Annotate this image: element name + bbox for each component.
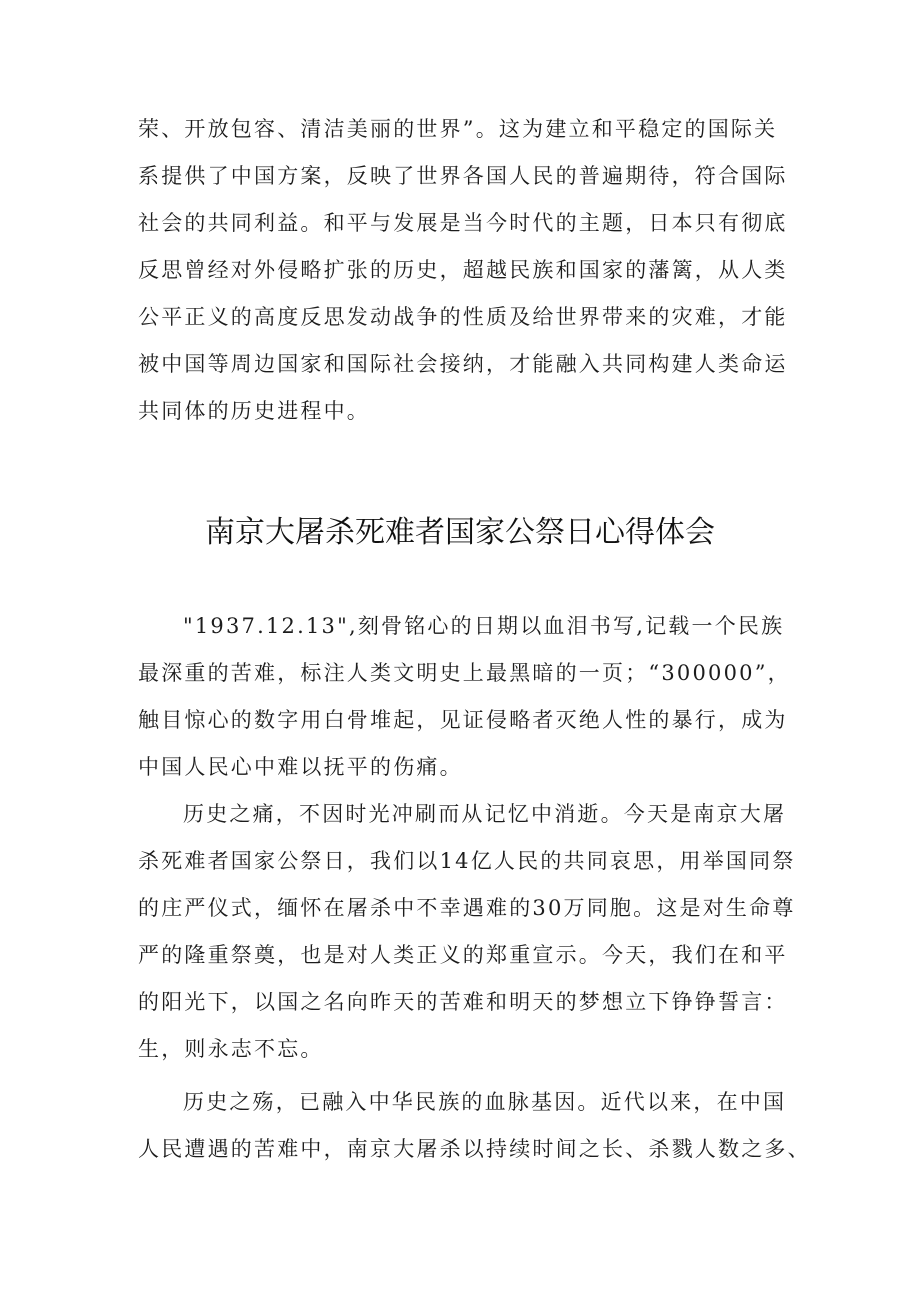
paragraph-3-line-1: 历史之痛，不因时光冲刷而从记忆中消逝。今天是南京大屠: [183, 802, 787, 826]
paragraph-2-line-4: 中国人民心中难以抚平的伤痛。: [138, 755, 463, 779]
paragraph-3-line-2: 杀死难者国家公祭日，我们以14亿人民的共同哀思，用举国同祭: [138, 849, 796, 873]
paragraph-3-line-3: 的庄严仪式，缅怀在屠杀中不幸遇难的30万同胞。这是对生命尊: [138, 896, 796, 920]
paragraph-3-line-4: 严的隆重祭奠，也是对人类正义的郑重宣示。今天，我们在和平: [138, 943, 788, 967]
paragraph-3-line-6: 生，则永志不忘。: [138, 1037, 324, 1061]
paragraph-1-line-5: 公平正义的高度反思发动战争的性质及给世界带来的灾难，才能: [138, 305, 788, 329]
paragraph-4-line-2: 人民遭遇的苦难中，南京大屠杀以持续时间之长、杀戮人数之多、: [138, 1137, 811, 1161]
paragraph-1-line-1: 荣、开放包容、清洁美丽的世界”。这为建立和平稳定的国际关: [138, 117, 778, 141]
paragraph-2-line-3: 触目惊心的数字用白骨堆起，见证侵略者灭绝人性的暴行，成为: [138, 708, 788, 732]
paragraph-1-line-2: 系提供了中国方案，反映了世界各国人民的普遍期待，符合国际: [138, 164, 788, 188]
paragraph-1-line-3: 社会的共同利益。和平与发展是当今时代的主题，日本只有彻底: [138, 211, 788, 235]
paragraph-1-line-6: 被中国等周边国家和国际社会接纳，才能融入共同构建人类命运: [138, 352, 788, 376]
paragraph-4-line-1: 历史之殇，已融入中华民族的血脉基因。近代以来，在中国: [183, 1090, 787, 1114]
document-title: 南京大屠杀死难者国家公祭日心得体会: [205, 515, 715, 550]
paragraph-2-line-1: "1937.12.13",刻骨铭心的日期以血泪书写,记载一个民族: [183, 614, 785, 638]
paragraph-2-line-2: 最深重的苦难，标注人类文明史上最黑暗的一页；“300000”，: [138, 661, 791, 685]
paragraph-1-line-4: 反思曾经对外侵略扩张的历史，超越民族和国家的藩篱，从人类: [138, 258, 788, 282]
paragraph-1-line-7: 共同体的历史进程中。: [138, 399, 370, 423]
paragraph-3-line-5: 的阳光下，以国之名向昨天的苦难和明天的梦想立下铮铮誓言：: [138, 990, 788, 1014]
